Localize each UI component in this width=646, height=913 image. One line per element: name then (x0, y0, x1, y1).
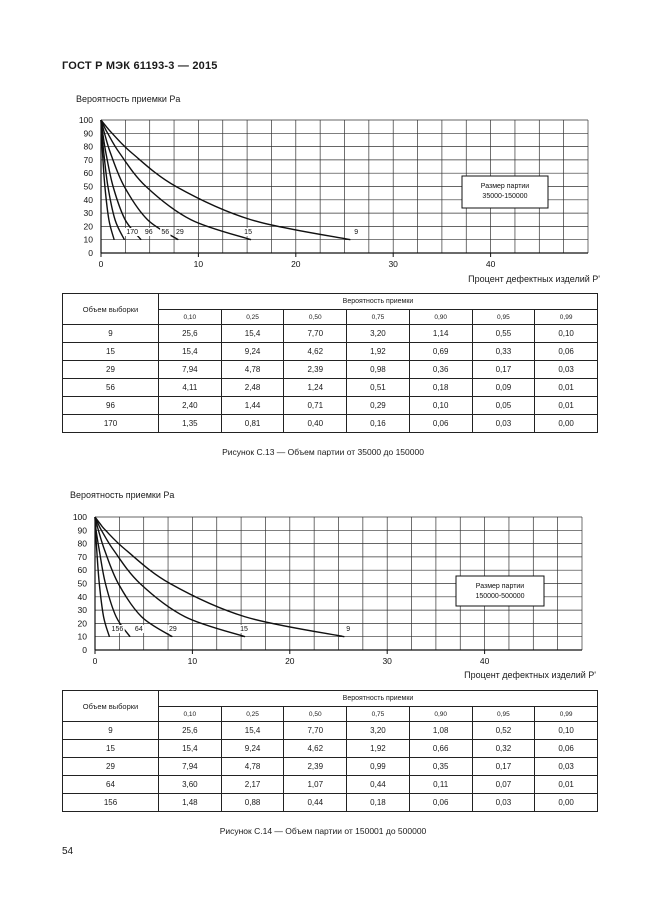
probability-header: 0,25 (221, 707, 284, 722)
value-cell: 0,00 (535, 794, 598, 812)
y-tick-label: 80 (83, 141, 93, 152)
y-tick-label: 30 (83, 208, 93, 219)
probability-header: 0,90 (409, 310, 472, 325)
sample-size-cell: 29 (63, 758, 159, 776)
value-cell: 0,88 (221, 794, 284, 812)
value-cell: 2,48 (221, 379, 284, 397)
table-row (63, 415, 598, 433)
value-cell: 15,4 (221, 722, 284, 740)
probability-header: 0,10 (159, 310, 222, 325)
value-cell: 0,55 (472, 325, 535, 343)
y-tick-label: 50 (83, 181, 93, 192)
y-tick-label: 50 (77, 578, 87, 589)
probability-header: 0,75 (347, 707, 410, 722)
value-cell: 0,06 (535, 740, 598, 758)
y-tick-label: 30 (77, 605, 87, 616)
value-cell: 0,01 (535, 776, 598, 794)
value-cell: 0,35 (409, 758, 472, 776)
y-tick-label: 70 (77, 551, 87, 562)
value-cell: 7,94 (159, 758, 222, 776)
value-cell: 0,03 (472, 415, 535, 433)
value-cell: 0,10 (535, 325, 598, 343)
value-cell: 15,4 (221, 325, 284, 343)
probability-header: 0,90 (409, 707, 472, 722)
value-cell: 0,10 (409, 397, 472, 415)
sample-size-cell: 170 (63, 415, 159, 433)
value-cell: 1,92 (347, 740, 410, 758)
value-cell: 0,81 (221, 415, 284, 433)
value-cell: 0,07 (472, 776, 535, 794)
value-cell: 2,17 (221, 776, 284, 794)
value-cell: 2,40 (159, 397, 222, 415)
value-cell: 7,94 (159, 361, 222, 379)
column-group-header: Вероятность приемки (159, 691, 598, 707)
series-label-64: 64 (134, 626, 143, 633)
chart-1-ylabel: Вероятность приемки Pa (76, 94, 181, 104)
value-cell: 0,66 (409, 740, 472, 758)
table-row (63, 758, 598, 776)
table-row (63, 776, 598, 794)
chart-2-xlabel: Процент дефектных изделий P' (464, 670, 596, 680)
value-cell: 0,17 (472, 361, 535, 379)
value-cell: 0,06 (535, 343, 598, 361)
chart-2-ylabel: Вероятность приемки Pa (70, 490, 175, 500)
value-cell: 0,03 (535, 758, 598, 776)
series-label-15: 15 (240, 626, 248, 633)
sample-size-cell: 56 (63, 379, 159, 397)
series-line-15 (101, 120, 251, 240)
y-tick-label: 20 (77, 618, 87, 629)
x-tick-label: 0 (92, 656, 98, 666)
table-row (63, 343, 598, 361)
value-cell: 7,70 (284, 722, 347, 740)
value-cell: 1,08 (409, 722, 472, 740)
value-cell: 0,16 (347, 415, 410, 433)
y-tick-label: 20 (83, 221, 93, 232)
value-cell: 0,00 (535, 415, 598, 433)
value-cell: 0,33 (472, 343, 535, 361)
value-cell: 0,29 (347, 397, 410, 415)
table-2 (62, 690, 598, 812)
table-header-row (63, 691, 598, 707)
lot-size-box (462, 176, 548, 208)
value-cell: 0,10 (535, 722, 598, 740)
y-tick-label: 90 (83, 128, 93, 139)
value-cell: 9,24 (221, 740, 284, 758)
lot-size-text: 150000-500000 (475, 593, 525, 600)
x-tick-label: 40 (485, 259, 496, 269)
value-cell: 0,18 (409, 379, 472, 397)
y-tick-label: 80 (77, 538, 87, 549)
value-cell: 2,39 (284, 361, 347, 379)
value-cell: 7,70 (284, 325, 347, 343)
value-cell: 1,35 (159, 415, 222, 433)
sample-size-cell: 15 (63, 343, 159, 361)
y-tick-label: 40 (83, 194, 93, 205)
value-cell: 1,48 (159, 794, 222, 812)
chart-1-plot (79, 115, 588, 269)
value-cell: 4,78 (221, 361, 284, 379)
value-cell: 15,4 (159, 343, 222, 361)
table-row (63, 794, 598, 812)
value-cell: 0,01 (535, 397, 598, 415)
value-cell: 0,03 (535, 361, 598, 379)
series-label-29: 29 (169, 626, 177, 633)
value-cell: 0,32 (472, 740, 535, 758)
value-cell: 0,52 (472, 722, 535, 740)
x-tick-label: 10 (193, 259, 204, 269)
table-row (63, 361, 598, 379)
value-cell: 0,03 (472, 794, 535, 812)
series-label-156: 156 (111, 626, 124, 633)
y-tick-label: 0 (82, 645, 87, 655)
y-tick-label: 0 (88, 248, 93, 258)
series-label-15: 15 (244, 229, 252, 236)
value-cell: 25,6 (159, 325, 222, 343)
value-cell: 0,17 (472, 758, 535, 776)
table-row (63, 397, 598, 415)
y-tick-label: 10 (77, 631, 87, 642)
value-cell: 15,4 (159, 740, 222, 758)
value-cell: 3,60 (159, 776, 222, 794)
series-label-9: 9 (346, 626, 351, 633)
chart-1-xlabel: Процент дефектных изделий P' (468, 274, 600, 284)
value-cell: 0,05 (472, 397, 535, 415)
x-tick-label: 10 (187, 656, 198, 666)
column-header-sample-size: Объем выборки (63, 294, 159, 325)
value-cell: 4,78 (221, 758, 284, 776)
probability-header: 0,10 (159, 707, 222, 722)
x-tick-label: 30 (382, 656, 392, 666)
value-cell: 0,44 (347, 776, 410, 794)
y-tick-label: 40 (77, 591, 87, 602)
y-tick-label: 100 (78, 115, 93, 125)
probability-header: 0,25 (221, 310, 284, 325)
value-cell: 0,98 (347, 361, 410, 379)
document-header: ГОСТ Р МЭК 61193-3 — 2015 (62, 60, 218, 72)
value-cell: 0,11 (409, 776, 472, 794)
value-cell: 0,40 (284, 415, 347, 433)
value-cell: 0,36 (409, 361, 472, 379)
probability-header: 0,50 (284, 707, 347, 722)
x-tick-label: 30 (388, 259, 398, 269)
column-header-sample-size: Объем выборки (63, 691, 159, 722)
probability-header: 0,50 (284, 310, 347, 325)
y-tick-label: 60 (83, 168, 93, 179)
probability-header: 0,75 (347, 310, 410, 325)
y-tick-label: 70 (83, 154, 93, 165)
lot-size-box (456, 576, 544, 606)
x-tick-label: 20 (285, 656, 295, 666)
sample-size-cell: 9 (63, 325, 159, 343)
value-cell: 0,09 (472, 379, 535, 397)
value-cell: 1,14 (409, 325, 472, 343)
value-cell: 1,44 (221, 397, 284, 415)
table-1 (62, 293, 598, 433)
figure-1-caption: Рисунок С.13 — Объем партии от 35000 до 150000 (222, 447, 424, 457)
series-label-29: 29 (175, 229, 184, 236)
series-line-9 (101, 120, 350, 240)
series-line-9 (95, 517, 344, 637)
value-cell: 3,20 (347, 722, 410, 740)
value-cell: 1,24 (284, 379, 347, 397)
series-label-56: 56 (161, 229, 170, 236)
value-cell: 25,6 (159, 722, 222, 740)
value-cell: 0,44 (284, 794, 347, 812)
value-cell: 2,39 (284, 758, 347, 776)
sample-size-cell: 64 (63, 776, 159, 794)
probability-header: 0,95 (472, 310, 535, 325)
table-row (63, 379, 598, 397)
value-cell: 0,71 (284, 397, 347, 415)
y-tick-label: 60 (77, 565, 87, 576)
y-tick-label: 90 (77, 525, 87, 536)
sample-size-cell: 156 (63, 794, 159, 812)
table-row (63, 325, 598, 343)
x-tick-label: 40 (479, 656, 490, 666)
chart-2-plot (73, 512, 582, 666)
value-cell: 0,18 (347, 794, 410, 812)
series-label-170: 170 (126, 229, 139, 236)
value-cell: 0,06 (409, 794, 472, 812)
sample-size-cell: 29 (63, 361, 159, 379)
series-label-96: 96 (144, 229, 153, 236)
value-cell: 0,01 (535, 379, 598, 397)
series-label-9: 9 (354, 229, 359, 236)
probability-header: 0,99 (535, 707, 598, 722)
value-cell: 0,06 (409, 415, 472, 433)
lot-size-text: 35000-150000 (482, 193, 528, 200)
x-tick-label: 20 (291, 259, 301, 269)
table-row (63, 722, 598, 740)
lot-size-text: Размер партии (480, 183, 530, 190)
value-cell: 4,62 (284, 740, 347, 758)
value-cell: 0,69 (409, 343, 472, 361)
value-cell: 0,51 (347, 379, 410, 397)
value-cell: 4,62 (284, 343, 347, 361)
y-tick-label: 10 (83, 234, 93, 245)
sample-size-cell: 96 (63, 397, 159, 415)
table-header-row (63, 294, 598, 310)
figure-2-caption: Рисунок С.14 — Объем партии от 150001 до 500000 (219, 826, 427, 836)
y-tick-label: 100 (72, 512, 87, 522)
value-cell: 9,24 (221, 343, 284, 361)
value-cell: 0,99 (347, 758, 410, 776)
page-number: 54 (62, 846, 74, 857)
lot-size-text: Размер партии (475, 583, 525, 590)
value-cell: 1,92 (347, 343, 410, 361)
sample-size-cell: 9 (63, 722, 159, 740)
probability-header: 0,95 (472, 707, 535, 722)
value-cell: 3,20 (347, 325, 410, 343)
probability-header: 0,99 (535, 310, 598, 325)
value-cell: 4,11 (159, 379, 222, 397)
sample-size-cell: 15 (63, 740, 159, 758)
x-tick-label: 0 (98, 259, 104, 269)
value-cell: 1,07 (284, 776, 347, 794)
table-row (63, 740, 598, 758)
column-group-header: Вероятность приемки (159, 294, 598, 310)
